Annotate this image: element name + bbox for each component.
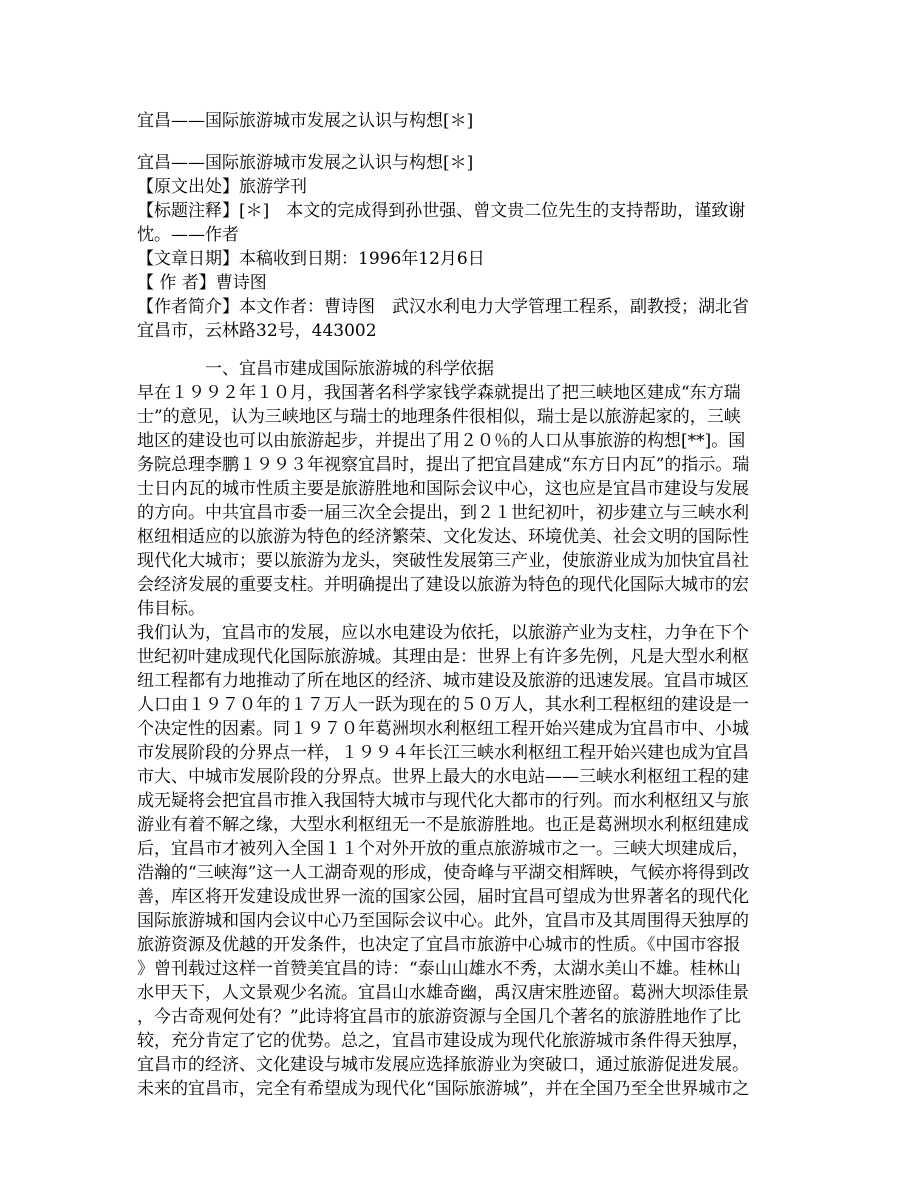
text-line: 宜昌市的经济、文化建设与城市发展应选择旅游业为突破口，通过旅游促进发展。 [137,1055,749,1075]
text-line: 的方向。中共宜昌市委一届三次全会提出，到２１世纪初叶，初步建立与三峡水利 [137,503,749,523]
text-line: 游业有着不解之缘，大型水利枢纽无一不是旅游胜地。也正是葛洲坝水利枢纽建成 [137,815,749,835]
text-line: 个决定性的因素。同１９７０年葛洲坝水利枢纽工程开始兴建成为宜昌市中、小城 [137,719,749,739]
text-line: ，今古奇观何处有？”此诗将宜昌市的旅游资源与全国几个著名的旅游胜地作了比 [137,1007,741,1027]
text-line: 士”的意见，认为三峡地区与瑞士的地理条件很相似，瑞士是以旅游起家的，三峡 [137,407,741,427]
section-heading: 一、宜昌市建成国际旅游城的科学依据 [137,359,494,379]
text-line: 国际旅游城和国内会议中心乃至国际会议中心。此外，宜昌市及其周围得天独厚的 [137,911,749,931]
text-line: 市发展阶段的分界点一样，１９９４年长江三峡水利枢纽工程开始兴建也成为宜昌 [137,743,749,763]
text-line: 》曾刊载过这样一首赞美宜昌的诗：“泰山山雄水不秀，太湖水美山不雄。桂林山 [137,959,741,979]
text-line: 会经济发展的重要支柱。并明确提出了建设以旅游为特色的现代化国际大城市的宏 [137,575,749,595]
text-line: 市大、中城市发展阶段的分界点。世界上最大的水电站——三峡水利枢纽工程的建 [137,767,749,787]
text-line: 纽工程都有力地推动了所在地区的经济、城市建设及旅游的迅速发展。宜昌市城区 [137,671,749,691]
text-line: 较，充分肯定了它的优势。总之，宜昌市建设成为现代化旅游城市条件得天独厚， [137,1031,749,1051]
text-line: 旅游资源及优越的开发条件，也决定了宜昌市旅游中心城市的性质。《中国市容报 [137,935,741,955]
text-line: 枢纽相适应的以旅游为特色的经济繁荣、文化发达、环境优美、社会文明的国际性 [137,527,749,547]
text-line: 水甲天下，人文景观少名流。宜昌山水雄奇幽，禹汉唐宋胜迹留。葛洲大坝添佳景 [137,983,749,1003]
text-line: 成无疑将会把宜昌市推入我国特大城市与现代化大都市的行列。而水利枢纽又与旅 [137,791,749,811]
text-line: 【 作 者】曹诗图 [137,273,267,293]
text-line: 善，库区将开发建设成世界一流的国家公园，届时宜昌可望成为世界著名的现代化 [137,887,749,907]
text-line: 世纪初叶建成现代化国际旅游城。其理由是：世界上有许多先例，凡是大型水利枢 [137,647,749,667]
text-line: 后，宜昌市才被列入全国１１个对外开放的重点旅游城市之一。三峡大坝建成后， [137,839,749,859]
text-line: 务院总理李鹏１９９３年视察宜昌时，提出了把宜昌建成“东方日内瓦”的指示。瑞 [137,455,750,475]
text-line: 人口由１９７０年的１７万人一跃为现在的５０万人，其水利工程枢纽的建设是一 [137,695,749,715]
text-line: 现代化大城市；要以旅游为龙头，突破性发展第三产业，使旅游业成为加快宜昌社 [137,551,749,571]
text-line: 【文章日期】本稿收到日期：1996年12月6日 [137,249,485,269]
text-line: 忱。——作者 [137,225,239,245]
text-line: 地区的建设也可以由旅游起步，并提出了用２０％的人口从事旅游的构想[**]。国 [137,431,746,451]
text-line: 浩瀚的“三峡海”这一人工湖奇观的形成，使奇峰与平湖交相辉映，气候亦将得到改 [137,863,750,883]
text-line: 【原文出处】旅游学刊 [137,177,307,197]
text-line: 宜昌——国际旅游城市发展之认识与构想[＊] [137,153,474,173]
text-line: 士日内瓦的城市性质主要是旅游胜地和国际会议中心，这也应是宜昌市建设与发展 [137,479,749,499]
document-title: 宜昌——国际旅游城市发展之认识与构想[＊] [137,111,474,131]
text-line: 宜昌市，云林路32号，443002 [137,321,377,341]
text-line: 未来的宜昌市，完全有希望成为现代化“国际旅游城”，并在全国乃至全世界城市之 [137,1079,750,1099]
text-line: 早在１９９２年１０月，我国著名科学家钱学森就提出了把三峡地区建成“东方瑞 [137,383,741,403]
text-line: 我们认为，宜昌市的发展，应以水电建设为依托，以旅游产业为支柱，力争在下个 [137,623,749,643]
text-line: 【标题注释】[＊] 本文的完成得到孙世强、曾文贵二位先生的支持帮助，谨致谢 [137,201,746,221]
text-line: 【作者简介】本文作者：曹诗图 武汉水利电力大学管理工程系，副教授；湖北省 [137,297,749,317]
text-line: 伟目标。 [137,599,205,619]
